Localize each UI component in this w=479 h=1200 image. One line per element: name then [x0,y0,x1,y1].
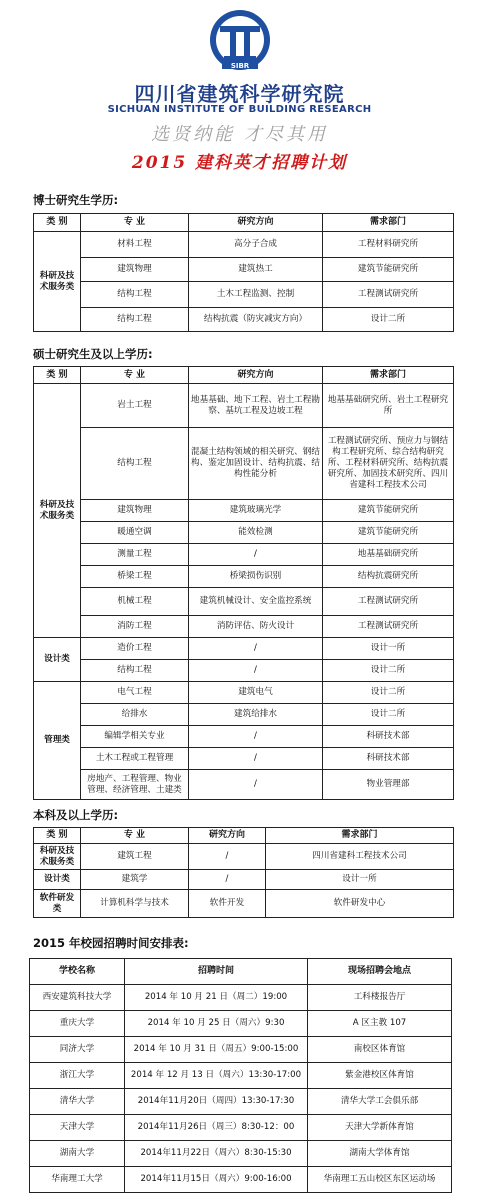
header-direction: 研究方向 [189,828,266,844]
table-header-row [34,828,454,844]
table-row [34,428,454,500]
table-row [30,1167,452,1193]
slogan: 选贤纳能 才尽其用 [151,124,328,145]
table-row [34,544,454,566]
header-direction: 研究方向 [189,214,323,232]
header-department: 需求部门 [323,214,454,232]
table-row [34,282,454,308]
header-category: 类 别 [34,828,81,844]
school-cell: 浙江大学 [30,1063,125,1089]
department-cell: 四川省建科工程技术公司 [266,844,454,870]
direction-cell: / [189,748,323,770]
direction-cell: 混凝土结构领域的相关研究、钢结构、鉴定加固设计、结构抗震、结构性能分析 [189,428,323,500]
school-cell: 同济大学 [30,1037,125,1063]
direction-cell: 土木工程监测、控制 [189,282,323,308]
table-row [34,682,454,704]
table-row [30,1037,452,1063]
major-cell: 结构工程 [81,308,189,332]
table-row [34,616,454,638]
table-row [34,660,454,682]
table-row [34,844,454,870]
venue-cell: 清华大学工会俱乐部 [308,1089,452,1115]
direction-cell: 结构抗震（防灾减灾方向） [189,308,323,332]
direction-cell: 高分子合成 [189,232,323,258]
major-cell: 土木工程或工程管理 [81,748,189,770]
plan-title: 2015 建科英才招聘计划 [131,153,348,173]
table-row [34,566,454,588]
sibr-logo-icon [208,8,272,72]
logo-text: SIBR [230,62,250,70]
major-cell: 电气工程 [81,682,189,704]
department-cell: 工程测试研究所 [323,616,454,638]
header-category: 类 别 [34,214,81,232]
table-row [34,522,454,544]
header [0,0,479,175]
category-cell: 设计类 [34,870,81,890]
major-cell: 给排水 [81,704,189,726]
time-cell: 2014 年 12 月 13 日（周六）13:30-17:00 [125,1063,308,1089]
major-cell: 计算机科学与技术 [81,890,189,918]
phd-table [33,213,454,332]
direction-cell: / [189,638,323,660]
department-cell: 设计一所 [323,638,454,660]
direction-cell: / [189,870,266,890]
table-row [30,1141,452,1167]
direction-cell: 建筑电气 [189,682,323,704]
table-row [34,638,454,660]
header-major: 专 业 [81,828,189,844]
bachelor-table [33,827,454,918]
direction-cell: 建筑给排水 [189,704,323,726]
category-cell: 管理类 [34,682,81,800]
department-cell: 设计二所 [323,660,454,682]
header-major: 专 业 [81,214,189,232]
major-cell: 结构工程 [81,282,189,308]
table-row [30,1115,452,1141]
org-name-en: SICHUAN INSTITUTE OF BUILDING RESEARCH [107,104,372,115]
venue-cell: A 区主教 107 [308,1011,452,1037]
school-cell: 清华大学 [30,1089,125,1115]
major-cell: 消防工程 [81,616,189,638]
department-cell: 建筑节能研究所 [323,522,454,544]
major-cell: 建筑物理 [81,258,189,282]
table-row [34,384,454,428]
department-cell: 工程材料研究所 [323,232,454,258]
department-cell: 工程测试研究所 [323,588,454,616]
school-cell: 华南理工大学 [30,1167,125,1193]
table-row [30,1063,452,1089]
header-department: 需求部门 [323,367,454,384]
table-row [30,985,452,1011]
venue-cell: 南校区体育馆 [308,1037,452,1063]
header-direction: 研究方向 [189,367,323,384]
major-cell: 房地产、工程管理、物业管理、经济管理、土建类 [81,770,189,800]
department-cell: 地基基础研究所、岩土工程研究所 [323,384,454,428]
time-cell: 2014年11月15日（周六）9:00-16:00 [125,1167,308,1193]
direction-cell: 能效检测 [189,522,323,544]
direction-cell: 地基基础、地下工程、岩土工程勘察、基坑工程及边坡工程 [189,384,323,428]
venue-cell: 紫金港校区体育馆 [308,1063,452,1089]
major-cell: 桥梁工程 [81,566,189,588]
table-row [34,890,454,918]
phd-section-title: 博士研究生学历: [33,193,119,207]
school-cell: 天津大学 [30,1115,125,1141]
direction-cell: 建筑热工 [189,258,323,282]
header-time: 招聘时间 [125,959,308,985]
direction-cell: / [189,726,323,748]
department-cell: 建筑节能研究所 [323,258,454,282]
venue-cell: 华南理工五山校区东区运动场 [308,1167,452,1193]
department-cell: 工程测试研究所 [323,282,454,308]
table-row [34,308,454,332]
direction-cell: 消防评估、防火设计 [189,616,323,638]
direction-cell: / [189,844,266,870]
table-row [34,704,454,726]
table-row [34,726,454,748]
table-header-row [34,367,454,384]
table-row [34,500,454,522]
table-header-row [34,214,454,232]
department-cell: 设计一所 [266,870,454,890]
major-cell: 结构工程 [81,428,189,500]
school-cell: 湖南大学 [30,1141,125,1167]
time-cell: 2014年11月26日（周三）8:30-12：00 [125,1115,308,1141]
major-cell: 岩土工程 [81,384,189,428]
major-cell: 结构工程 [81,660,189,682]
department-cell: 地基基础研究所 [323,544,454,566]
direction-cell: 桥梁损伤识别 [189,566,323,588]
header-major: 专 业 [81,367,189,384]
master-section-title: 硕士研究生及以上学历: [33,347,153,361]
venue-cell: 工科楼报告厅 [308,985,452,1011]
header-venue: 现场招聘会地点 [308,959,452,985]
major-cell: 编辑学相关专业 [81,726,189,748]
department-cell: 设计二所 [323,308,454,332]
school-cell: 重庆大学 [30,1011,125,1037]
direction-cell: / [189,660,323,682]
venue-cell: 湖南大学体育馆 [308,1141,452,1167]
major-cell: 造价工程 [81,638,189,660]
campus-section-title: 2015 年校园招聘时间安排表: [33,936,189,950]
major-cell: 建筑学 [81,870,189,890]
direction-cell: 建筑玻璃光学 [189,500,323,522]
time-cell: 2014年11月22日（周六）8:30-15:30 [125,1141,308,1167]
department-cell: 科研技术部 [323,726,454,748]
bachelor-section-title: 本科及以上学历: [33,808,119,822]
category-cell: 科研及技术服务类 [34,232,81,332]
header-department: 需求部门 [266,828,454,844]
master-table [33,366,454,800]
table-row [30,1011,452,1037]
major-cell: 暖通空调 [81,522,189,544]
department-cell: 软件研发中心 [266,890,454,918]
department-cell: 设计二所 [323,682,454,704]
time-cell: 2014 年 10 月 31 日（周五）9:00-15:00 [125,1037,308,1063]
table-row [34,748,454,770]
department-cell: 建筑节能研究所 [323,500,454,522]
direction-cell: / [189,544,323,566]
category-cell: 科研及技术服务类 [34,844,81,870]
major-cell: 机械工程 [81,588,189,616]
direction-cell: / [189,770,323,800]
table-row [34,588,454,616]
category-cell: 软件研发类 [34,890,81,918]
campus-schedule-table [29,958,452,1193]
org-name-cn: 四川省建筑科学研究院 [134,82,345,106]
major-cell: 材料工程 [81,232,189,258]
department-cell: 工程测试研究所、预应力与钢结构工程研究所、综合结构研究所、工程材料研究所、结构抗震研究所、加固技术研究所、四川省建科工程技术公司 [323,428,454,500]
time-cell: 2014年11月20日（周四）13:30-17:30 [125,1089,308,1115]
table-row [30,1089,452,1115]
table-row [34,258,454,282]
time-cell: 2014 年 10 月 25 日（周六）9:30 [125,1011,308,1037]
department-cell: 物业管理部 [323,770,454,800]
category-cell: 科研及技术服务类 [34,384,81,638]
direction-cell: 软件开发 [189,890,266,918]
department-cell: 结构抗震研究所 [323,566,454,588]
department-cell: 科研技术部 [323,748,454,770]
major-cell: 建筑物理 [81,500,189,522]
major-cell: 测量工程 [81,544,189,566]
table-header-row [30,959,452,985]
time-cell: 2014 年 10 月 21 日（周二）19:00 [125,985,308,1011]
table-row [34,870,454,890]
table-row [34,232,454,258]
major-cell: 建筑工程 [81,844,189,870]
header-category: 类 别 [34,367,81,384]
venue-cell: 天津大学新体育馆 [308,1115,452,1141]
school-cell: 西安建筑科技大学 [30,985,125,1011]
direction-cell: 建筑机械设计、安全监控系统 [189,588,323,616]
header-school: 学校名称 [30,959,125,985]
category-cell: 设计类 [34,638,81,682]
department-cell: 设计二所 [323,704,454,726]
table-row [34,770,454,800]
